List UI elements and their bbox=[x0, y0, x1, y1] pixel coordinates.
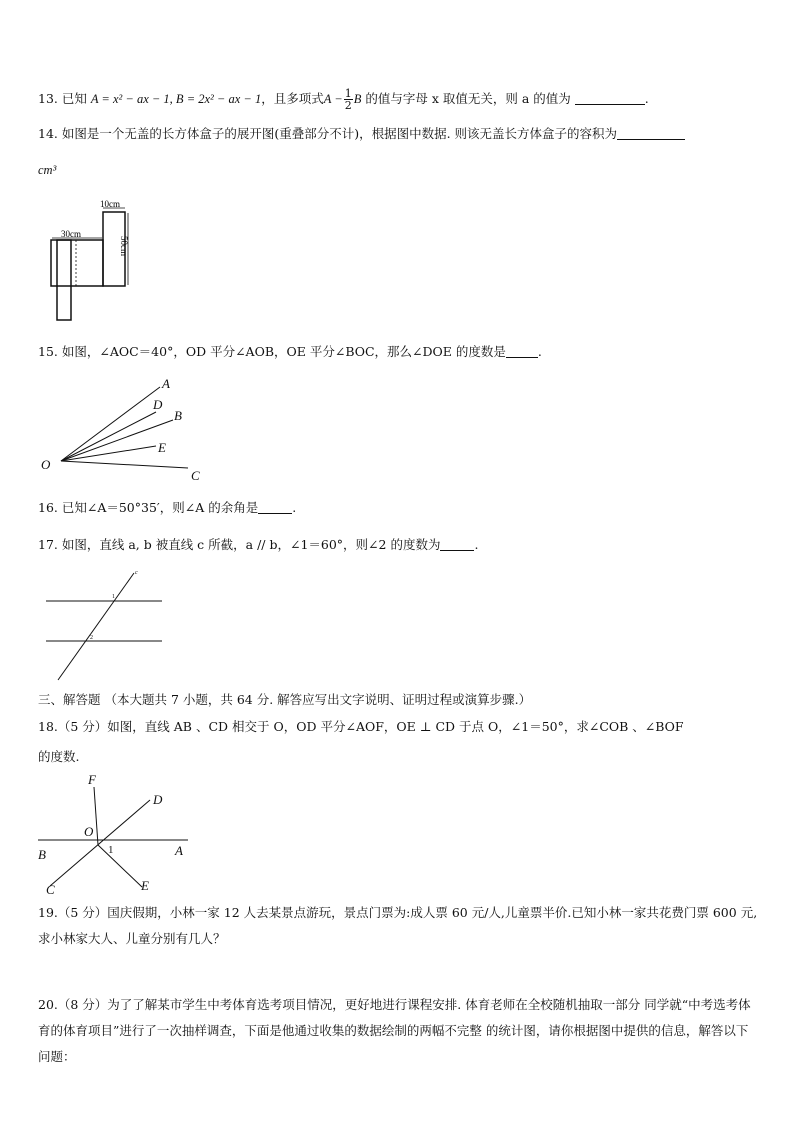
q16-answer-blank[interactable] bbox=[258, 501, 292, 514]
q18-line-cd bbox=[50, 800, 150, 886]
q18-label-d: D bbox=[153, 792, 163, 807]
section-3-heading bbox=[38, 692, 531, 708]
q14-answer-blank[interactable] bbox=[617, 127, 685, 140]
q18-figure bbox=[36, 770, 196, 895]
q20-text: 20.（8 分）为了了解某市学生中考体育选考项目情况，更好地进行课程安排. 体育老师在全校随机抽取一部分 同学就“中考选考体育的体育项目”进行了一次抽样调查，下面是他通过收集的数据绘制的两幅不完整 的统计图，请你根据图中提供的信息，解答以下问题： bbox=[38, 997, 751, 1064]
q14-label-50cm: 50cm bbox=[119, 236, 129, 256]
q13-end: . bbox=[644, 91, 649, 106]
q15-ray-oc bbox=[61, 461, 188, 468]
q18-line1: 18.（5 分）如图，直线 AB 、CD 相交于 O，OD 平分∠AOF，OE ⊥ CD 于点 O，∠1＝50°，求∠COB 、∠BOF bbox=[38, 719, 684, 734]
q17-label-c: c bbox=[135, 570, 138, 576]
q15-ray-ob bbox=[61, 420, 173, 461]
q18-label-a: A bbox=[175, 843, 183, 858]
q13-frac-num: 1 bbox=[344, 87, 352, 100]
q18-line2: 的度数. bbox=[38, 749, 80, 764]
q15-label-o: O bbox=[41, 457, 51, 472]
q16-end: . bbox=[292, 500, 297, 515]
q13-fraction bbox=[344, 88, 353, 111]
question-15 bbox=[38, 344, 542, 360]
q13-post: 的值与字母 x 取值无关，则 a 的值为 bbox=[365, 91, 571, 106]
question-18-line1 bbox=[38, 719, 684, 735]
q18-ray-oe bbox=[98, 845, 142, 887]
q17-answer-blank[interactable] bbox=[440, 538, 474, 551]
q13-frac-den: 2 bbox=[344, 99, 352, 112]
q18-label-c: C bbox=[46, 882, 55, 897]
q15-answer-blank[interactable] bbox=[506, 345, 538, 358]
q15-ray-oa bbox=[61, 387, 160, 461]
q18-label-e: E bbox=[141, 878, 149, 893]
q15-label-a: A bbox=[162, 376, 170, 391]
q18-label-1: 1 bbox=[108, 844, 114, 856]
q17-end: . bbox=[474, 537, 479, 552]
q13-answer-blank[interactable] bbox=[575, 92, 645, 105]
q13-mid: ，且多项式 bbox=[261, 91, 324, 106]
q13-expr-ab: A = x² − ax − 1, B = 2x² − ax − 1 bbox=[90, 92, 262, 106]
q14-unit: cm³ bbox=[38, 163, 57, 177]
q13-poly-b: B bbox=[353, 92, 362, 106]
q14-figure bbox=[46, 198, 146, 323]
q18-ray-of bbox=[94, 787, 98, 845]
question-19 bbox=[38, 900, 758, 952]
q14-label-10cm: 10cm bbox=[100, 199, 120, 209]
q15-label-e: E bbox=[158, 440, 166, 455]
question-16 bbox=[38, 500, 296, 516]
q17-line-c bbox=[58, 573, 134, 680]
q13-poly-a: A − bbox=[323, 92, 343, 106]
q17-figure bbox=[40, 568, 180, 683]
q15-figure bbox=[36, 372, 216, 482]
q15-label-c: C bbox=[191, 468, 200, 483]
q14-fig-base bbox=[51, 240, 103, 286]
q18-label-o: O bbox=[84, 824, 94, 839]
q14-fig-strip bbox=[57, 240, 71, 320]
q14-label-30cm: 30cm bbox=[61, 229, 81, 239]
q19-text: 19.（5 分）国庆假期，小林一家 12 人去某景点游玩，景点门票为:成人票 60 元/人,儿童票半价.已知小林一家共花费门票 600 元,求小林家大人、儿童分别有几人？ bbox=[38, 905, 758, 946]
q15-label-b: B bbox=[174, 408, 182, 423]
q15-end: . bbox=[537, 344, 542, 359]
q13-number: 13. bbox=[38, 91, 58, 106]
question-14 bbox=[38, 126, 685, 142]
q15-label-d: D bbox=[153, 397, 163, 412]
question-17 bbox=[38, 537, 478, 553]
question-18-line2 bbox=[38, 749, 79, 765]
q15-text: 15. 如图，∠AOC＝40°，OD 平分∠AOB，OE 平分∠BOC，那么∠DOE 的度数是 bbox=[38, 344, 506, 359]
q18-label-b: B bbox=[38, 847, 46, 862]
section-3-text: 三、解答题 （本大题共 7 小题，共 64 分. 解答应写出文字说明、证明过程或演算步骤.） bbox=[38, 692, 532, 707]
question-13 bbox=[38, 88, 649, 111]
q16-text: 16. 已知∠A＝50°35′，则∠A 的余角是 bbox=[38, 500, 259, 515]
q17-label-1: 1 bbox=[112, 594, 115, 600]
q17-text: 17. 如图，直线 a, b 被直线 c 所截，a // b，∠1＝60°，则∠2 的度数为 bbox=[38, 537, 441, 552]
question-20 bbox=[38, 992, 758, 1070]
q18-label-f: F bbox=[88, 772, 96, 787]
q14-text: 14. 如图是一个无盖的长方体盒子的展开图(重叠部分不计)，根据图中数据. 则该无盖长方体盒子的容积为 bbox=[38, 126, 618, 141]
q13-pre: 已知 bbox=[61, 91, 87, 106]
q17-label-2: 2 bbox=[90, 635, 93, 641]
